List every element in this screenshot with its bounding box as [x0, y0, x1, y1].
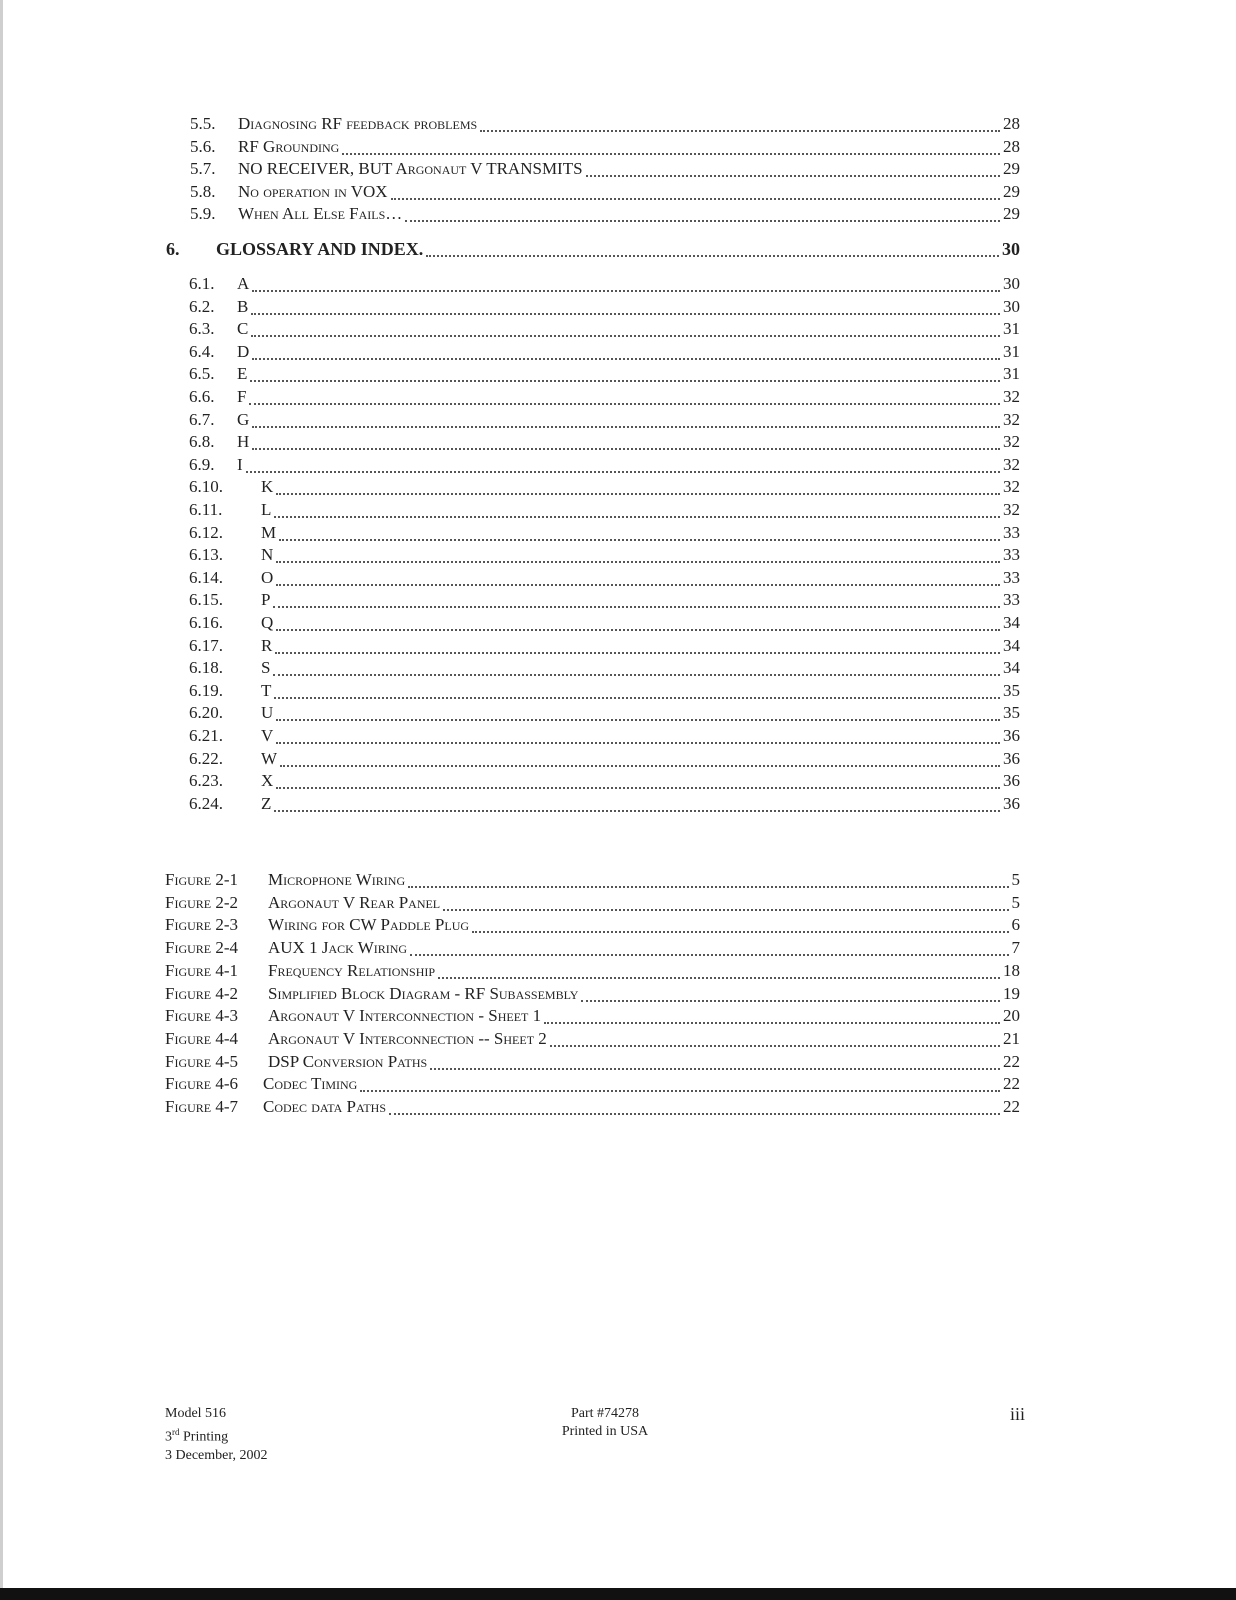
dot-leader [342, 152, 1000, 155]
dot-leader [405, 219, 1000, 222]
toc-entry [189, 499, 1020, 523]
dot-leader [430, 1067, 1000, 1070]
entry-page: 30 [1003, 296, 1020, 316]
entry-number: 6.3. [189, 319, 215, 339]
dot-leader [249, 402, 1000, 405]
toc-entry [189, 386, 1020, 410]
entry-page: 22 [1003, 1097, 1020, 1116]
entry-page: 28 [1003, 136, 1020, 156]
entry-number: 5.8. [190, 181, 216, 201]
figure-entry [165, 914, 1020, 938]
entry-number: 6.15. [189, 590, 223, 610]
toc-entry [189, 318, 1020, 342]
dot-leader [252, 447, 1000, 450]
toc-entry [189, 522, 1020, 546]
entry-page: 22 [1003, 1051, 1020, 1071]
entry-page: 19 [1003, 983, 1020, 1003]
entry-title: Argonaut V Rear Panel [268, 892, 441, 912]
entry-title: Argonaut V Interconnection -- Sheet 2 [268, 1028, 547, 1048]
entry-page: 6 [1011, 915, 1020, 935]
entry-page: 33 [1003, 522, 1020, 542]
dot-leader [251, 334, 1000, 337]
entry-title: M [261, 522, 277, 542]
entry-title: NO RECEIVER, BUT Argonaut V TRANSMITS [238, 159, 583, 178]
entry-number: Figure 4-3 [165, 1006, 239, 1026]
entry-page: 29 [1003, 159, 1020, 178]
toc-entry [189, 635, 1020, 659]
entry-number: 6.20. [189, 703, 223, 723]
dot-leader [443, 908, 1008, 911]
dot-leader [274, 515, 1000, 518]
entry-number: 6.18. [189, 658, 223, 678]
entry-title: U [261, 703, 274, 723]
entry-number: 6.14. [189, 567, 223, 587]
entry-number: 6.19. [189, 680, 223, 700]
entry-title: F [237, 387, 247, 406]
entry-number: 6.16. [189, 613, 223, 632]
entry-number: 5.5. [190, 114, 216, 133]
entry-number: 6.22. [189, 748, 223, 768]
entry-number: 6.10. [189, 477, 223, 497]
figure-entry [165, 983, 1020, 1007]
entry-page: 35 [1003, 703, 1020, 723]
footer-part-info [540, 1405, 670, 1441]
dot-leader [410, 953, 1008, 956]
entry-title: Frequency Relationship [268, 960, 436, 980]
entry-page: 29 [1003, 181, 1020, 201]
entry-page: 18 [1003, 960, 1020, 980]
entry-page: 33 [1003, 545, 1020, 565]
toc-entry [189, 567, 1020, 591]
dot-leader [438, 976, 1000, 979]
dot-leader [276, 628, 1000, 631]
entry-number: Figure 2-2 [165, 892, 239, 912]
entry-title: V [261, 726, 274, 745]
entry-page: 32 [1003, 477, 1020, 497]
entry-title: Z [261, 793, 272, 813]
entry-number: Figure 4-4 [165, 1028, 239, 1048]
entry-number: Figure 4-5 [165, 1051, 239, 1071]
dot-leader [276, 492, 1000, 495]
dot-leader [360, 1089, 1000, 1092]
dot-leader [280, 764, 1000, 767]
dot-leader [586, 174, 1000, 177]
printing-label [165, 1423, 267, 1447]
entry-page: 22 [1003, 1074, 1020, 1094]
dot-leader [276, 741, 1000, 744]
toc-entry [189, 476, 1020, 500]
dot-leader [472, 930, 1008, 933]
dot-leader [276, 718, 1000, 721]
entry-title: Diagnosing RF feedback problems [238, 114, 478, 133]
entry-title: RF Grounding [238, 136, 340, 156]
entry-number: 6.1. [189, 274, 215, 293]
entry-number: 6.17. [189, 635, 223, 655]
entry-number: 6.2. [189, 296, 215, 316]
model-label: Model 516 [165, 1406, 227, 1421]
entry-page: 28 [1003, 114, 1020, 133]
entry-number: Figure 4-2 [165, 983, 239, 1003]
entry-number: Figure 4-1 [165, 960, 239, 980]
entry-page: 31 [1003, 319, 1020, 339]
entry-title: S [261, 658, 271, 678]
entry-title: W [261, 748, 278, 768]
entry-page: 30 [1003, 274, 1020, 293]
figure-entry [165, 869, 1020, 893]
figure-entry [165, 1005, 1020, 1029]
entry-title: Wiring for CW Paddle Plug [268, 915, 470, 935]
figure-entry [165, 1073, 1020, 1097]
dot-leader [276, 583, 1000, 586]
toc-entry [189, 273, 1020, 297]
dot-leader [273, 605, 1000, 608]
entry-title: E [237, 364, 248, 384]
toc-entry [190, 136, 1020, 160]
entry-title: DSP Conversion Paths [268, 1051, 428, 1071]
entry-page: 31 [1003, 341, 1020, 361]
entry-title: B [237, 296, 249, 316]
entry-title: GLOSSARY AND INDEX. [216, 239, 424, 259]
entry-title: Codec Timing [263, 1074, 358, 1094]
toc-entry [189, 454, 1020, 478]
entry-title: Microphone Wiring [268, 870, 406, 889]
scan-edge [0, 0, 3, 1600]
entry-page: 5 [1011, 870, 1020, 889]
entry-title: Codec data Paths [263, 1097, 387, 1116]
figure-entry [165, 892, 1020, 916]
printing-number: 3 [165, 1429, 172, 1445]
entry-title: P [261, 590, 271, 610]
dot-leader [550, 1044, 1000, 1047]
entry-number: 6.9. [189, 454, 215, 474]
toc-entry [189, 589, 1020, 613]
entry-number: 6.13. [189, 545, 223, 565]
toc-chapter-entry [166, 238, 1020, 262]
entry-title: H [237, 432, 250, 452]
printed-in: Printed in USA [561, 1424, 649, 1439]
entry-title: N [261, 545, 274, 565]
toc-entry [189, 725, 1020, 749]
dot-leader [252, 425, 1000, 428]
entry-page: 33 [1003, 567, 1020, 587]
dot-leader [273, 673, 1000, 676]
entry-number: 6.24. [189, 793, 223, 813]
entry-page: 34 [1003, 635, 1020, 655]
entry-title: AUX 1 Jack Wiring [268, 938, 408, 958]
toc-entry [189, 296, 1020, 320]
entry-number: 5.7. [190, 159, 216, 178]
scan-bottom-edge [0, 1588, 1236, 1600]
entry-page: 29 [1003, 204, 1020, 223]
figure-entry [165, 1051, 1020, 1075]
entry-title: X [261, 771, 274, 791]
entry-page: 32 [1003, 409, 1020, 429]
toc-entry [190, 181, 1020, 205]
dot-leader [274, 809, 1000, 812]
figure-entry [165, 937, 1020, 961]
dot-leader [252, 357, 1000, 360]
toc-entry [189, 544, 1020, 568]
entry-number: Figure 2-4 [165, 938, 239, 958]
page-number: iii [1010, 1404, 1026, 1424]
entry-page: 36 [1003, 771, 1020, 791]
part-number: Part #74278 [570, 1406, 640, 1421]
toc-entry [190, 203, 1020, 227]
toc-entry [189, 770, 1020, 794]
entry-number: 6.7. [189, 409, 215, 429]
entry-title: R [261, 635, 273, 655]
dot-leader [480, 129, 1000, 132]
entry-page: 35 [1003, 680, 1020, 700]
entry-page: 30 [1002, 239, 1020, 259]
entry-number: 6. [166, 239, 180, 259]
entry-number: 6.4. [189, 341, 215, 361]
figure-entry [165, 1096, 1020, 1120]
entry-title: O [261, 567, 274, 587]
toc-entry [189, 431, 1020, 455]
dot-leader [276, 560, 1000, 563]
entry-page: 33 [1003, 590, 1020, 610]
entry-title: D [237, 341, 250, 361]
toc-entry [190, 158, 1020, 182]
dot-leader [279, 538, 1000, 541]
entry-page: 32 [1003, 454, 1020, 474]
entry-title: I [237, 454, 243, 474]
entry-title: T [261, 680, 272, 700]
date-label: 3 December, 2002 [165, 1447, 268, 1463]
entry-title: G [237, 409, 250, 429]
entry-page: 36 [1003, 726, 1020, 745]
entry-number: 5.6. [190, 136, 216, 156]
toc-entry [189, 793, 1020, 817]
entry-page: 34 [1003, 613, 1020, 632]
entry-number: Figure 4-7 [165, 1097, 239, 1116]
dot-leader [275, 651, 1000, 654]
toc-entry [189, 612, 1020, 636]
toc-entry [189, 680, 1020, 704]
entry-page: 32 [1003, 432, 1020, 452]
dot-leader [391, 197, 1000, 200]
entry-page: 21 [1003, 1028, 1020, 1048]
dot-leader [252, 289, 1000, 292]
entry-number: 6.21. [189, 726, 223, 745]
entry-number: 6.5. [189, 364, 215, 384]
entry-title: C [237, 319, 249, 339]
footer-model-info [165, 1405, 267, 1465]
entry-page: 32 [1003, 500, 1020, 519]
entry-number: 6.11. [189, 500, 223, 519]
toc-entry [189, 702, 1020, 726]
entry-number: 6.12. [189, 522, 223, 542]
entry-title: L [261, 500, 272, 519]
entry-title: A [237, 274, 250, 293]
entry-title: K [261, 477, 274, 497]
entry-page: 34 [1003, 658, 1020, 678]
figure-entry [165, 960, 1020, 984]
entry-page: 36 [1003, 793, 1020, 813]
entry-page: 20 [1003, 1006, 1020, 1026]
dot-leader [251, 312, 1000, 315]
toc-entry [189, 341, 1020, 365]
toc-entry [189, 363, 1020, 387]
entry-number: Figure 4-6 [165, 1074, 239, 1094]
dot-leader [274, 696, 1000, 699]
entry-title: When All Else Fails… [238, 204, 403, 223]
entry-title: Q [261, 613, 274, 632]
printing-suffix: rd [172, 1427, 180, 1437]
entry-page: 36 [1003, 748, 1020, 768]
toc-entry [189, 657, 1020, 681]
dot-leader [276, 786, 1000, 789]
entry-number: Figure 2-1 [165, 870, 239, 889]
dot-leader [246, 470, 1000, 473]
entry-number: 6.23. [189, 771, 223, 791]
dot-leader [426, 254, 999, 257]
entry-page: 7 [1011, 938, 1020, 958]
figure-entry [165, 1028, 1020, 1052]
dot-leader [389, 1112, 1000, 1115]
entry-page: 31 [1003, 364, 1020, 384]
toc-entry [189, 748, 1020, 772]
entry-number: 6.6. [189, 387, 215, 406]
toc-entry [189, 409, 1020, 433]
dot-leader [544, 1021, 1000, 1024]
toc-entry [190, 113, 1020, 137]
entry-title: No operation in VOX [238, 181, 388, 201]
entry-title: Argonaut V Interconnection - Sheet 1 [268, 1006, 542, 1026]
dot-leader [250, 379, 1000, 382]
dot-leader [408, 885, 1008, 888]
dot-leader [581, 999, 1000, 1002]
entry-page: 5 [1011, 892, 1020, 912]
printing-word: Printing [179, 1429, 229, 1445]
entry-number: 6.8. [189, 432, 215, 452]
entry-title: Simplified Block Diagram - RF Subassembly [268, 983, 579, 1003]
entry-page: 32 [1003, 387, 1020, 406]
entry-number: Figure 2-3 [165, 915, 239, 935]
entry-number: 5.9. [190, 204, 216, 223]
